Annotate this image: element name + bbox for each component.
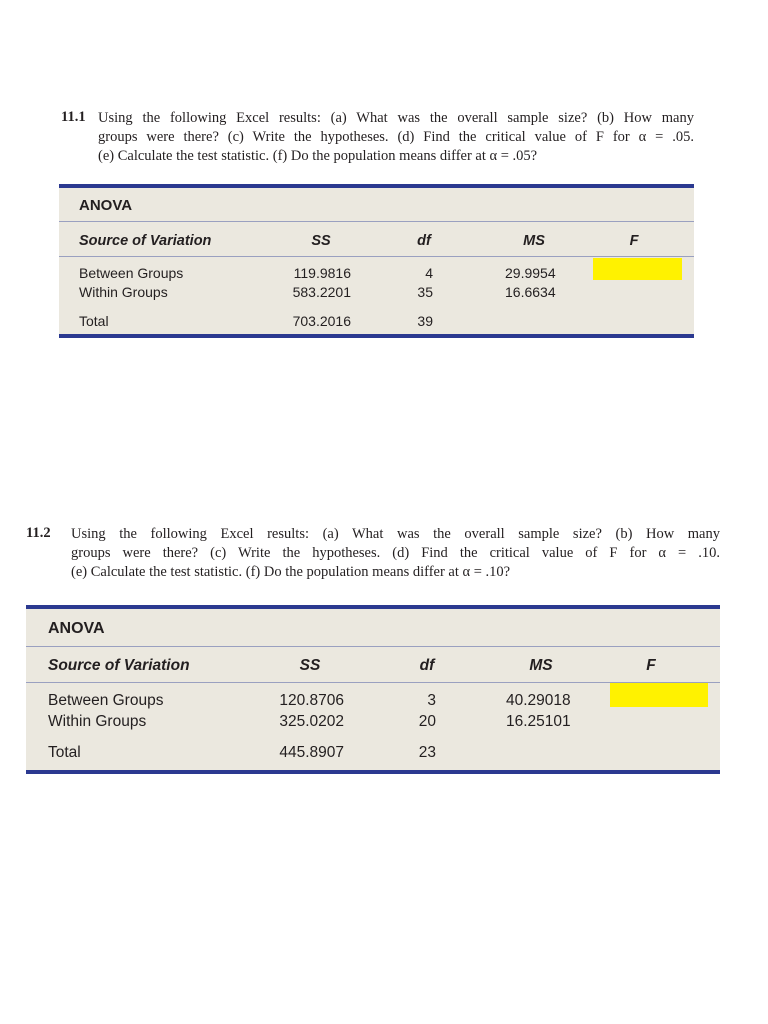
row-ss: 445.8907 bbox=[279, 744, 344, 761]
anova-table-11-2 bbox=[26, 605, 720, 774]
row-ss: 119.9816 bbox=[293, 265, 351, 281]
problem-text-line: Using the following Excel results: (a) What was the overall sample size? (b) How many bbox=[98, 110, 694, 126]
problem-text bbox=[71, 525, 720, 582]
header-f: F bbox=[646, 657, 656, 674]
problem-text-line: (e) Calculate the test statistic. (f) Do the population means differ at α = .05? bbox=[98, 148, 538, 164]
row-ms: 16.25101 bbox=[506, 713, 571, 730]
row-source: Within Groups bbox=[79, 284, 168, 300]
row-ss: 703.2016 bbox=[292, 313, 351, 329]
header-ms: MS bbox=[523, 233, 545, 249]
row-ss: 325.0202 bbox=[279, 713, 344, 730]
row-source: Between Groups bbox=[48, 692, 164, 709]
row-source: Within Groups bbox=[48, 713, 147, 730]
header-source: Source of Variation bbox=[48, 657, 190, 674]
anova-title: ANOVA bbox=[79, 197, 133, 214]
row-source: Between Groups bbox=[79, 265, 184, 281]
f-answer-highlight bbox=[610, 683, 708, 707]
row-ms: 16.6634 bbox=[505, 284, 556, 300]
header-f: F bbox=[629, 233, 639, 249]
header-ms: MS bbox=[529, 657, 553, 674]
row-df: 23 bbox=[418, 744, 436, 761]
row-df: 39 bbox=[417, 313, 433, 329]
divider bbox=[26, 646, 720, 647]
row-ss: 583.2201 bbox=[292, 284, 351, 300]
row-ms: 29.9954 bbox=[505, 265, 556, 281]
header-ss: SS bbox=[299, 657, 321, 674]
divider bbox=[59, 221, 694, 222]
row-ss: 120.8706 bbox=[279, 692, 344, 709]
problem-number: 11.1 bbox=[61, 109, 86, 125]
header-ss: SS bbox=[311, 233, 331, 249]
anova-table-11-1 bbox=[59, 184, 694, 338]
f-answer-highlight bbox=[593, 258, 682, 280]
problem-text-line: groups were there? (c) Write the hypotheses. (d) Find the critical value of F for α = .10. bbox=[71, 545, 720, 561]
problem-text-line: (e) Calculate the test statistic. (f) Do the population means differ at α = .10? bbox=[71, 564, 511, 580]
problem-text-line: Using the following Excel results: (a) What was the overall sample size? (b) How many bbox=[71, 526, 720, 542]
divider bbox=[59, 256, 694, 257]
header-df: df bbox=[419, 657, 435, 674]
row-source: Total bbox=[48, 744, 81, 761]
problem-text bbox=[98, 109, 694, 166]
row-df: 35 bbox=[417, 284, 433, 300]
problem-number: 11.2 bbox=[26, 525, 51, 541]
row-ms: 40.29018 bbox=[506, 692, 571, 709]
row-source: Total bbox=[79, 313, 109, 329]
anova-title: ANOVA bbox=[48, 620, 105, 637]
problem-text-line: groups were there? (c) Write the hypotheses. (d) Find the critical value of F for α = .05. bbox=[98, 129, 694, 145]
row-df: 3 bbox=[427, 692, 436, 709]
row-df: 4 bbox=[425, 265, 433, 281]
header-df: df bbox=[417, 233, 431, 249]
row-df: 20 bbox=[418, 713, 436, 730]
header-source: Source of Variation bbox=[79, 233, 212, 249]
